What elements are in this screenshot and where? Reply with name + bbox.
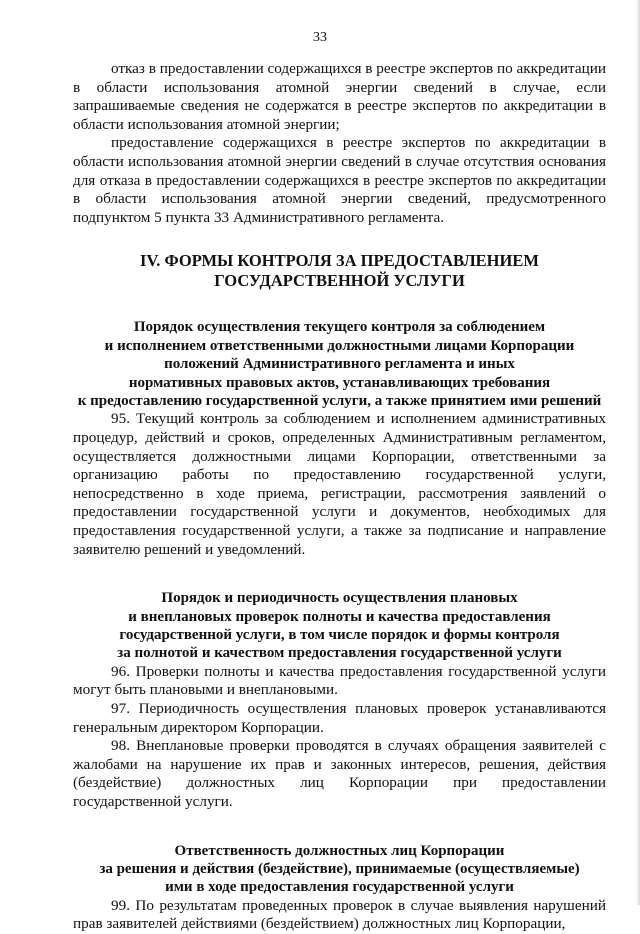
paragraph-97: 97. Периодичность осуществления плановых проверок устанавливаются генеральным директором Корпорации. [73,699,606,736]
heading-line: Ответственность должностных лиц Корпорации [174,842,505,859]
heading-line: ими в ходе предоставления государственной услуги [165,879,514,896]
heading-line: за полнотой и качеством предоставления государственной услуги [117,645,562,662]
subsection-heading-responsibility [73,842,606,897]
heading-line: за решения и действия (бездействие), принимаемые (осуществляемые) [99,860,580,877]
subsection-heading-current-control [73,318,606,410]
page-edge-shadow [636,0,640,905]
heading-line: и внеплановых проверок полноты и качества предоставления [128,608,551,625]
section-title-line-1: IV. ФОРМЫ КОНТРОЛЯ ЗА ПРЕДОСТАВЛЕНИЕМ [140,251,539,271]
page-number: 33 [313,30,327,45]
heading-line: нормативных правовых актов, устанавливающих требования [128,374,551,391]
subsection-heading-inspections [73,589,606,663]
paragraph-refusal: отказ в предоставлении содержащихся в реестре экспертов по аккредитации в области использования атомной энергии сведений в случае, если запрашиваемые сведения не содержатся в реестре экспертов по аккредитации в области использования атомной энергии; [73,60,606,133]
page-content [73,60,606,934]
paragraph-95: 95. Текущий контроль за соблюдением и исполнением административных процедур, действий и сроков, определенных Административным регламентом, осуществляется должностными лицами Корпорации, ответственными за организацию работы по предоставлению государственной услуги, непосредственно в ходе приема, регистрации, рассмотрения заявлений о предоставлении государственной услуги и документов, необходимых для предоставления государственной услуги, а также за подписание и направление заявителю решений и уведомлений. [73,410,606,558]
heading-line: к предоставлению государственной услуги, а также принятием ими решений [77,392,602,409]
heading-line: и исполнением ответственными должностными лицами Корпорации [104,337,575,354]
paragraph-98: 98. Внеплановые проверки проводятся в случаях обращения заявителей с жалобами на нарушение их прав и законных интересов, решения, действия (бездействие) должностных лиц Корпорации при предоставлении государственной услуги. [73,737,606,810]
paragraph-provision: предоставление содержащихся в реестре экспертов по аккредитации в области использования атомной энергии сведений в случае отсутствия основания для отказа в предоставлении содержащихся в реестре экспертов по аккредитации в области использования атомной энергии сведений, предусмотренного подпунктом 5 пункта 33 Административного регламента. [73,134,606,226]
heading-line: Порядок и периодичность осуществления плановых [161,590,518,607]
heading-line: государственной услуги, в том числе порядок и формы контроля [119,626,560,643]
paragraph-99: 99. По результатам проведенных проверок в случае выявления нарушений прав заявителей действиями (бездействием) должностных лиц Корпорации, [73,896,606,933]
paragraph-96: 96. Проверки полноты и качества предоставления государственной услуги могут быть плановыми и внеплановыми. [73,662,606,699]
heading-line: Порядок осуществления текущего контроля за соблюдением [133,319,546,336]
section-title-line-2: ГОСУДАРСТВЕННОЙ УСЛУГИ [214,270,465,290]
heading-line: положений Административного регламента и иных [164,356,515,373]
